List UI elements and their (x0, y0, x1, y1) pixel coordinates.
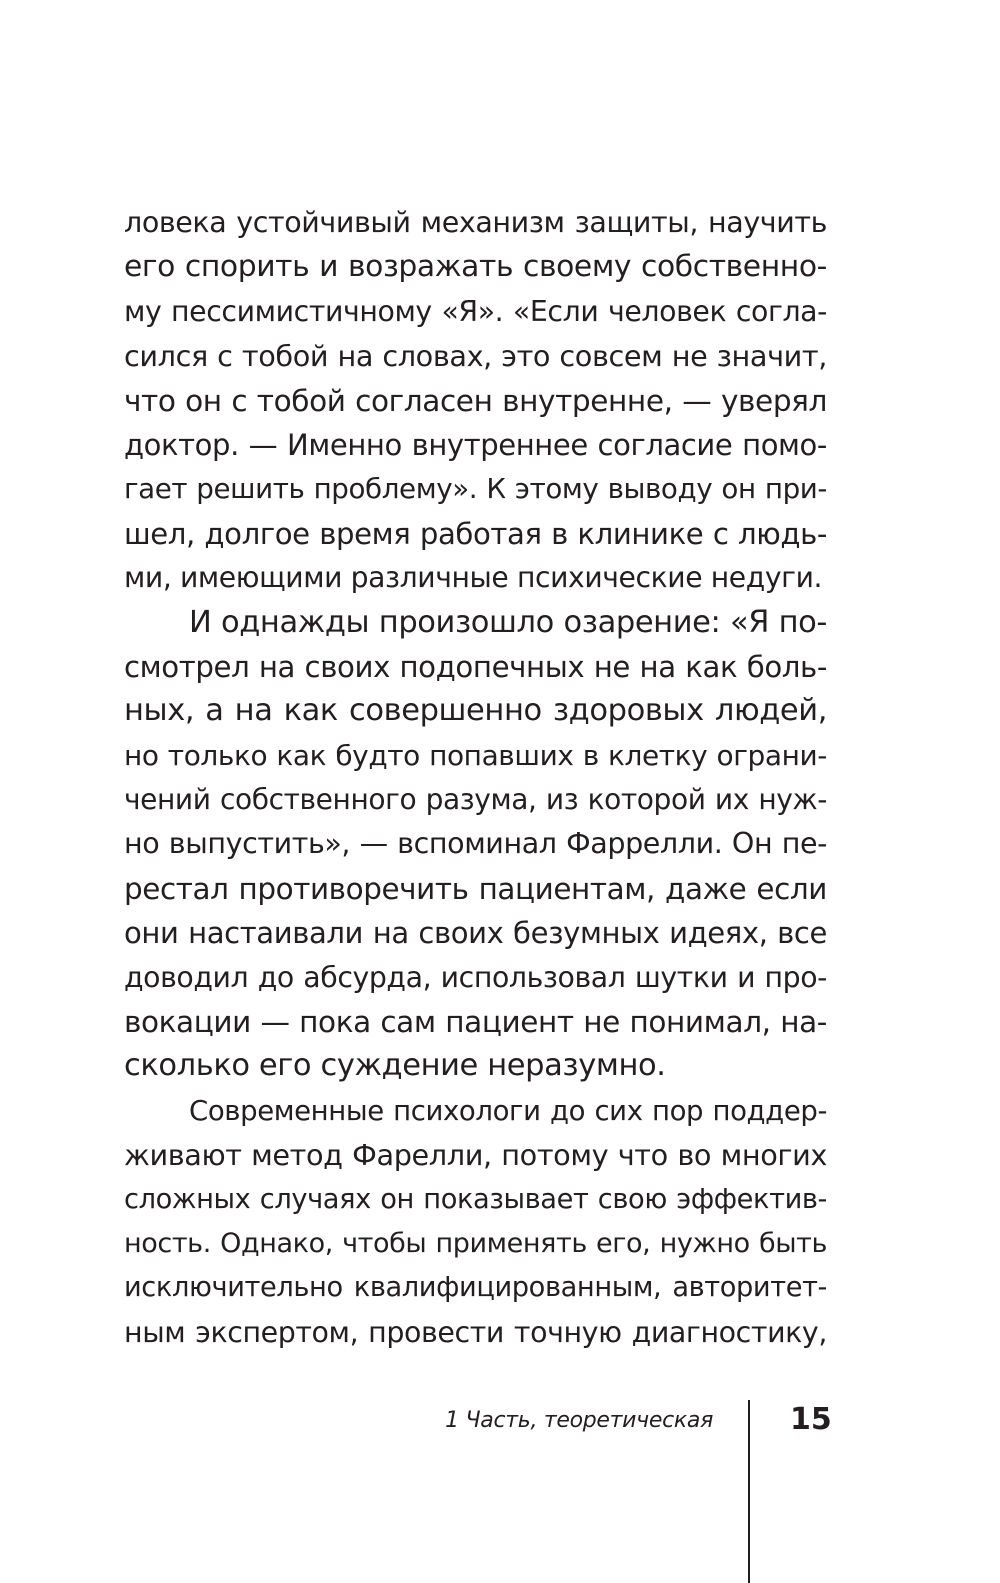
text-line: живают метод Фарелли, потому что во многих (124, 1138, 827, 1173)
text-line: гает решить проблему». К этому выводу он при- (124, 472, 827, 506)
text-line: что он с тобой согласен внутренне, — уверял (124, 383, 827, 418)
text-line: но выпустить», — вспоминал Фаррелли. Он пе- (124, 827, 827, 861)
text-line: сколько его суждение неразумно. (124, 1048, 666, 1084)
text-line: ным экспертом, провести точную диагностику, (124, 1315, 827, 1349)
text-line: ных, а на как совершенно здоровых людей, (124, 693, 827, 729)
text-line: ми, имеющими различные психические недуги. (124, 561, 823, 595)
text-line: доктор. — Именно внутреннее согласие помо- (124, 427, 827, 462)
text-line: его спорить и возражать своему собственно- (124, 249, 827, 285)
text-line: доводил до абсурда, использовал шутки и про- (124, 960, 827, 994)
text-line: они настаивали на своих безумных идеях, все (124, 916, 827, 951)
body-text (124, 201, 827, 1355)
text-line: но только как будто попавших в клетку ограни- (124, 738, 827, 772)
text-line: исключительно квалифицированным, авторитет- (124, 1272, 827, 1304)
text-line: чений собственного разума, из которой их нуж- (124, 783, 827, 817)
text-line: И однажды произошло озарение: «Я по- (189, 604, 827, 640)
text-line: рестал противоречить пациентам, даже если (124, 871, 827, 906)
text-line: смотрел на своих подопечных не на как боль- (124, 649, 827, 684)
page-number: 15 (790, 1402, 832, 1437)
text-line: сился с тобой на словах, это совсем не значит, (124, 339, 827, 374)
text-line: вокации — пока сам пациент не понимал, на- (124, 1005, 827, 1040)
footer-divider (748, 1400, 750, 1583)
text-line: му пессимистичному «Я». «Если человек согла- (124, 294, 827, 328)
text-line: ловека устойчивый механизм защиты, научить (124, 206, 827, 239)
text-line: сложных случаях он показывает свою эффектив- (124, 1183, 827, 1215)
running-footer-section: 1 Часть, теоретическая (445, 1408, 713, 1433)
text-line: Современные психологи до сих пор поддер- (189, 1094, 827, 1127)
text-line: шел, долгое время работая в клинике с людь- (124, 516, 827, 551)
page-footer (0, 1400, 1000, 1583)
text-line: ность. Однако, чтобы применять его, нужно быть (124, 1227, 827, 1259)
